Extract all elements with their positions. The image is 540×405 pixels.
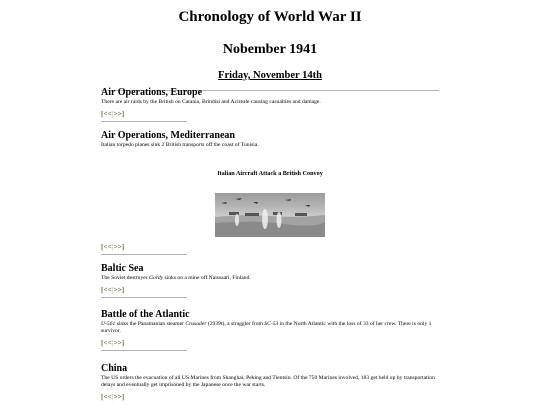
section-title: China bbox=[101, 363, 128, 374]
nav-links bbox=[101, 393, 439, 402]
month-heading: Nobember 1941 bbox=[222, 42, 318, 57]
nav-bracket-close: ] bbox=[121, 286, 125, 295]
section-divider bbox=[101, 350, 187, 351]
nav-bracket-close: ] bbox=[121, 339, 125, 348]
nav-separator: | bbox=[111, 243, 114, 252]
nav-bracket-open: [ bbox=[101, 243, 104, 252]
nav-links bbox=[101, 339, 439, 348]
nav-bracket-close: ] bbox=[121, 110, 125, 119]
section-china bbox=[101, 363, 439, 402]
nav-separator: | bbox=[111, 393, 114, 402]
section-divider bbox=[101, 254, 187, 255]
section-body: The Soviet destroyer Gordy sinks on a mine off Naissaari, Finland. bbox=[101, 275, 251, 281]
section-air-operations-mediterranean bbox=[101, 130, 439, 255]
nav-bracket-close: ] bbox=[121, 393, 125, 402]
section-body: Italian torpedo planes sink 2 British transports off the coast of Tunisia. bbox=[101, 142, 259, 148]
nav-bracket-open: [ bbox=[101, 286, 104, 295]
next-link[interactable]: >> bbox=[113, 339, 122, 348]
next-link[interactable]: >> bbox=[113, 243, 122, 252]
nav-links bbox=[101, 243, 439, 252]
ship-name: Gordy bbox=[149, 275, 164, 281]
section-title: Air Operations, Mediterranean bbox=[101, 130, 235, 141]
nav-bracket-close: ] bbox=[121, 243, 125, 252]
section-title: Baltic Sea bbox=[101, 263, 144, 274]
section-title: Air Operations, Europe bbox=[101, 87, 203, 98]
prev-link[interactable]: << bbox=[103, 339, 112, 348]
nav-separator: | bbox=[111, 286, 114, 295]
nav-separator: | bbox=[111, 110, 114, 119]
convoy-name: SC-53 bbox=[264, 321, 279, 327]
page-title: Chronology of World War II bbox=[178, 9, 362, 25]
nav-links bbox=[101, 286, 439, 295]
section-air-operations-europe bbox=[101, 87, 439, 122]
prev-link[interactable]: << bbox=[103, 286, 112, 295]
nav-separator: | bbox=[111, 339, 114, 348]
next-link[interactable]: >> bbox=[113, 286, 122, 295]
section-body: U-561 sinks the Panamanian steamer Crusader (2939t), a straggler from SC-53 in the North Atlantic with the loss of 33 of her crew. There is only 1 survivor. bbox=[101, 321, 432, 335]
section-baltic-sea bbox=[101, 263, 439, 298]
prev-link[interactable]: << bbox=[103, 393, 112, 402]
photo-caption: Italian Aircraft Attack a British Convoy bbox=[217, 170, 323, 178]
section-battle-of-the-atlantic bbox=[101, 309, 439, 351]
nav-bracket-open: [ bbox=[101, 393, 104, 402]
section-divider bbox=[101, 297, 187, 298]
day-heading[interactable]: Friday, November 14th bbox=[218, 70, 322, 81]
section-title: Battle of the Atlantic bbox=[101, 309, 190, 320]
section-body: The US orders the evacuation of all US Marines from Shanghai, Peking and Tientsin. Of the 750 Marines involved, 183 get held up by transportation delays and eventually get imprisoned by the Japanese once the war starts. bbox=[101, 375, 435, 389]
section-divider bbox=[101, 121, 187, 122]
convoy-photo-art bbox=[215, 193, 325, 237]
uboat-name: U-561 bbox=[101, 321, 116, 327]
nav-links bbox=[101, 110, 439, 119]
prev-link[interactable]: << bbox=[103, 110, 112, 119]
ship-name: Crusader bbox=[185, 321, 207, 327]
nav-bracket-open: [ bbox=[101, 110, 104, 119]
section-body: There are air raids by the British on Catania, Brindisi and Acireale causing casualties and damage. bbox=[101, 99, 321, 105]
nav-bracket-open: [ bbox=[101, 339, 104, 348]
prev-link[interactable]: << bbox=[103, 243, 112, 252]
convoy-photo bbox=[215, 193, 325, 237]
next-link[interactable]: >> bbox=[113, 393, 122, 402]
next-link[interactable]: >> bbox=[113, 110, 122, 119]
